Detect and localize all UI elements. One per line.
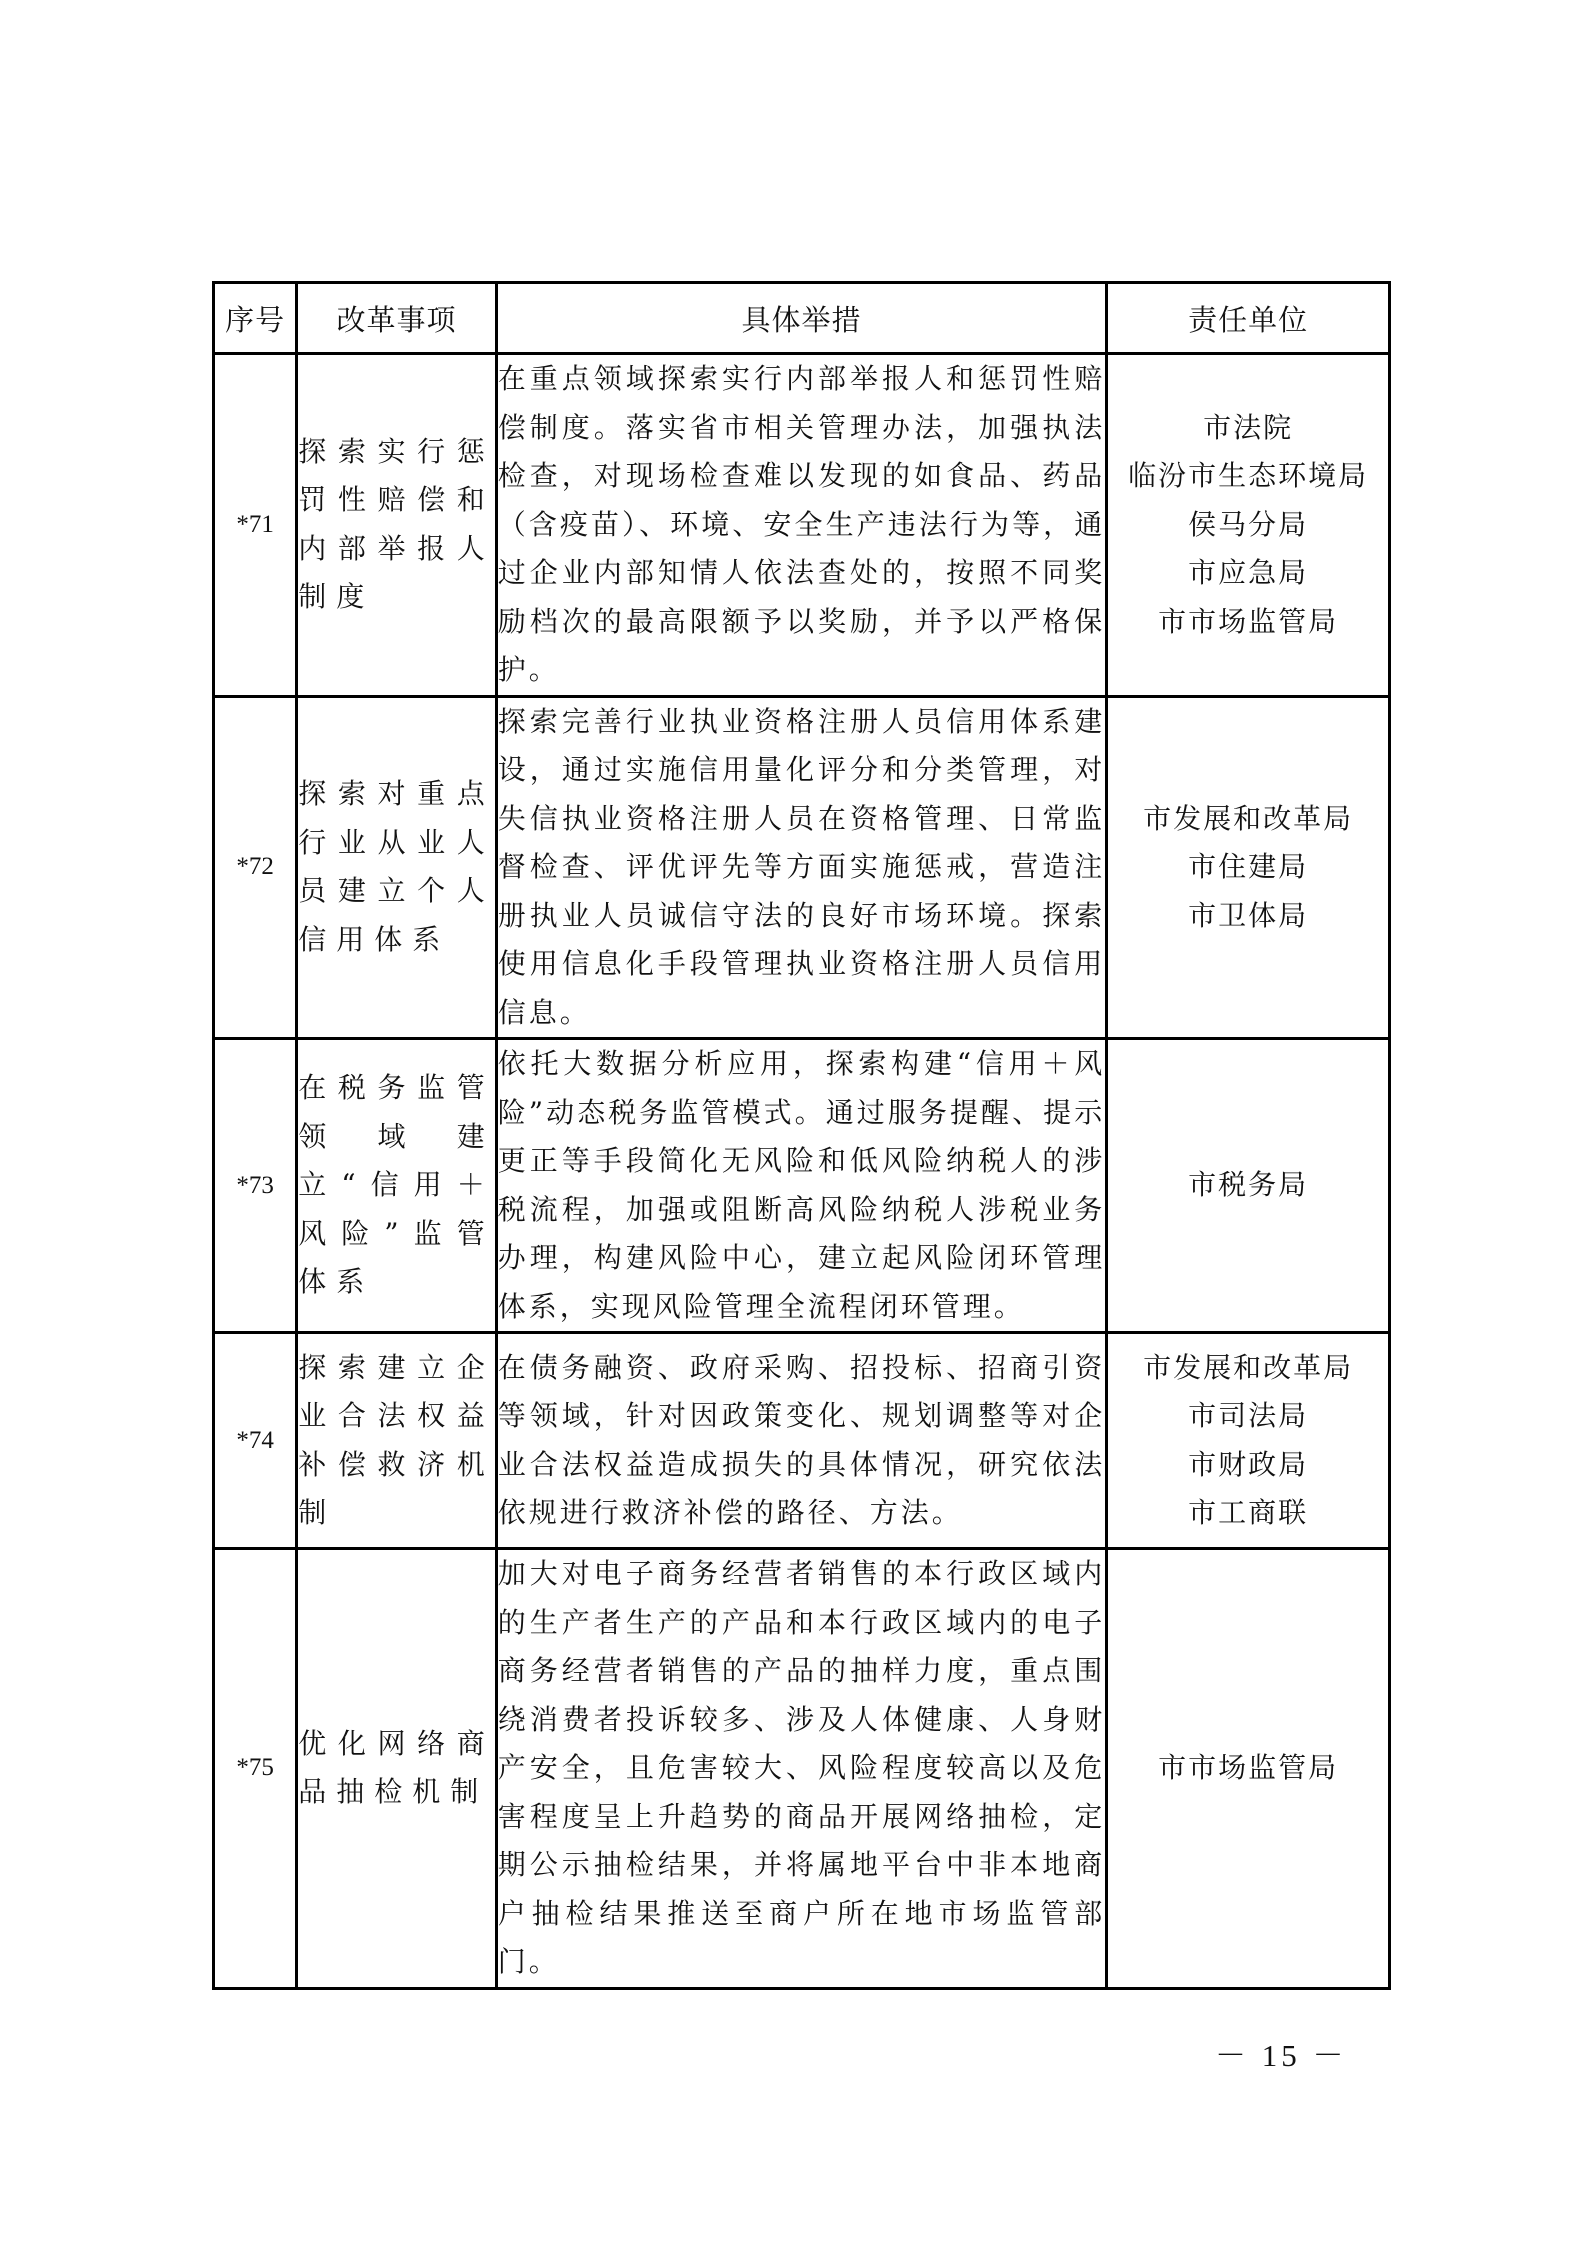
table-row	[214, 1333, 1390, 1549]
specific-measures: 探索完善行业执业资格注册人员信用体系建设，通过实施信用量化评分和分类管理，对失信执业资格注册人员在资格管理、日常监督检查、评优评先等方面实施惩戒，营造注册执业人员诚信守法的良好市场环境。探索使用信息化手段管理执业资格注册人员信用信息。	[496, 696, 1107, 1039]
responsible-units	[1107, 696, 1390, 1039]
serial-number: *74	[214, 1333, 297, 1549]
responsible-unit: 市司法局	[1188, 1399, 1309, 1432]
responsible-units	[1107, 1333, 1390, 1549]
responsible-unit: 市市场监管局	[1158, 604, 1339, 638]
specific-measures: 在重点领域探索实行内部举报人和惩罚性赔偿制度。落实省市相关管理办法，加强执法检查，对现场检查难以发现的如食品、药品（含疫苗）、环境、安全生产违法行为等，通过企业内部知情人依法查处的，按照不同奖励档次的最高限额予以奖励，并予以严格保护。	[496, 354, 1107, 697]
responsible-units	[1107, 354, 1390, 697]
serial-number: *72	[214, 696, 297, 1039]
responsible-unit: 市市场监管局	[1158, 1751, 1339, 1784]
table-row	[214, 696, 1390, 1039]
responsible-unit: 侯马分局	[1188, 507, 1309, 541]
responsible-unit: 市税务局	[1188, 1168, 1309, 1202]
header-reform-item: 改革事项	[297, 283, 497, 354]
responsible-unit: 市卫体局	[1188, 898, 1309, 932]
specific-measures: 加大对电子商务经营者销售的本行政区域内的生产者生产的产品和本行政区域内的电子商务经营者销售的产品的抽样力度，重点围绕消费者投诉较多、涉及人体健康、人身财产安全，且危害较大、风险程度较高以及危害程度呈上升趋势的商品开展网络抽检，定期公示抽检结果，并将属地平台中非本地商户抽检结果推送至商户所在地市场监管部门。	[496, 1549, 1107, 1989]
table-row	[214, 1039, 1390, 1333]
reform-item: 探索对重点行业从业人员建立个人信用体系	[297, 696, 497, 1039]
header-serial-number: 序号	[214, 283, 297, 354]
table-row	[214, 354, 1390, 697]
reform-item: 在税务监管领域建立“信用＋风险”监管体系	[297, 1039, 497, 1333]
serial-number: *73	[214, 1039, 297, 1333]
responsible-unit: 市发展和改革局	[1143, 1350, 1354, 1384]
specific-measures: 依托大数据分析应用，探索构建“信用＋风险”动态税务监管模式。通过服务提醒、提示更正等手段简化无风险和低风险纳税人的涉税流程，加强或阻断高风险纳税人涉税业务办理，构建风险中心，建立起风险闭环管理体系，实现风险管理全流程闭环管理。	[496, 1039, 1107, 1333]
serial-number: *75	[214, 1549, 297, 1989]
header-specific-measures: 具体举措	[496, 283, 1107, 354]
reform-item: 优化网络商品抽检机制	[297, 1549, 497, 1989]
responsible-unit: 市法院	[1203, 410, 1294, 444]
responsible-unit: 市财政局	[1188, 1447, 1309, 1481]
responsible-unit: 市应急局	[1188, 556, 1309, 589]
reform-measures-table	[212, 281, 1391, 1990]
responsible-unit: 市住建局	[1188, 850, 1309, 883]
reform-item: 探索实行惩罚性赔偿和内部举报人制度	[297, 354, 497, 697]
header-responsible-unit: 责任单位	[1107, 283, 1390, 354]
responsible-units	[1107, 1039, 1390, 1333]
page-number: － 15 －	[1215, 2038, 1348, 2073]
table-header-row	[214, 283, 1390, 354]
specific-measures: 在债务融资、政府采购、招投标、招商引资等领域，针对因政策变化、规划调整等对企业合法权益造成损失的具体情况，研究依法依规进行救济补偿的路径、方法。	[496, 1333, 1107, 1549]
reform-item: 探索建立企业合法权益补偿救济机制	[297, 1333, 497, 1549]
responsible-unit: 市工商联	[1188, 1496, 1309, 1529]
responsible-unit: 临汾市生态环境局	[1128, 459, 1369, 492]
serial-number: *71	[214, 354, 297, 697]
responsible-units	[1107, 1549, 1390, 1989]
table-row	[214, 1549, 1390, 1989]
responsible-unit: 市发展和改革局	[1143, 801, 1354, 835]
